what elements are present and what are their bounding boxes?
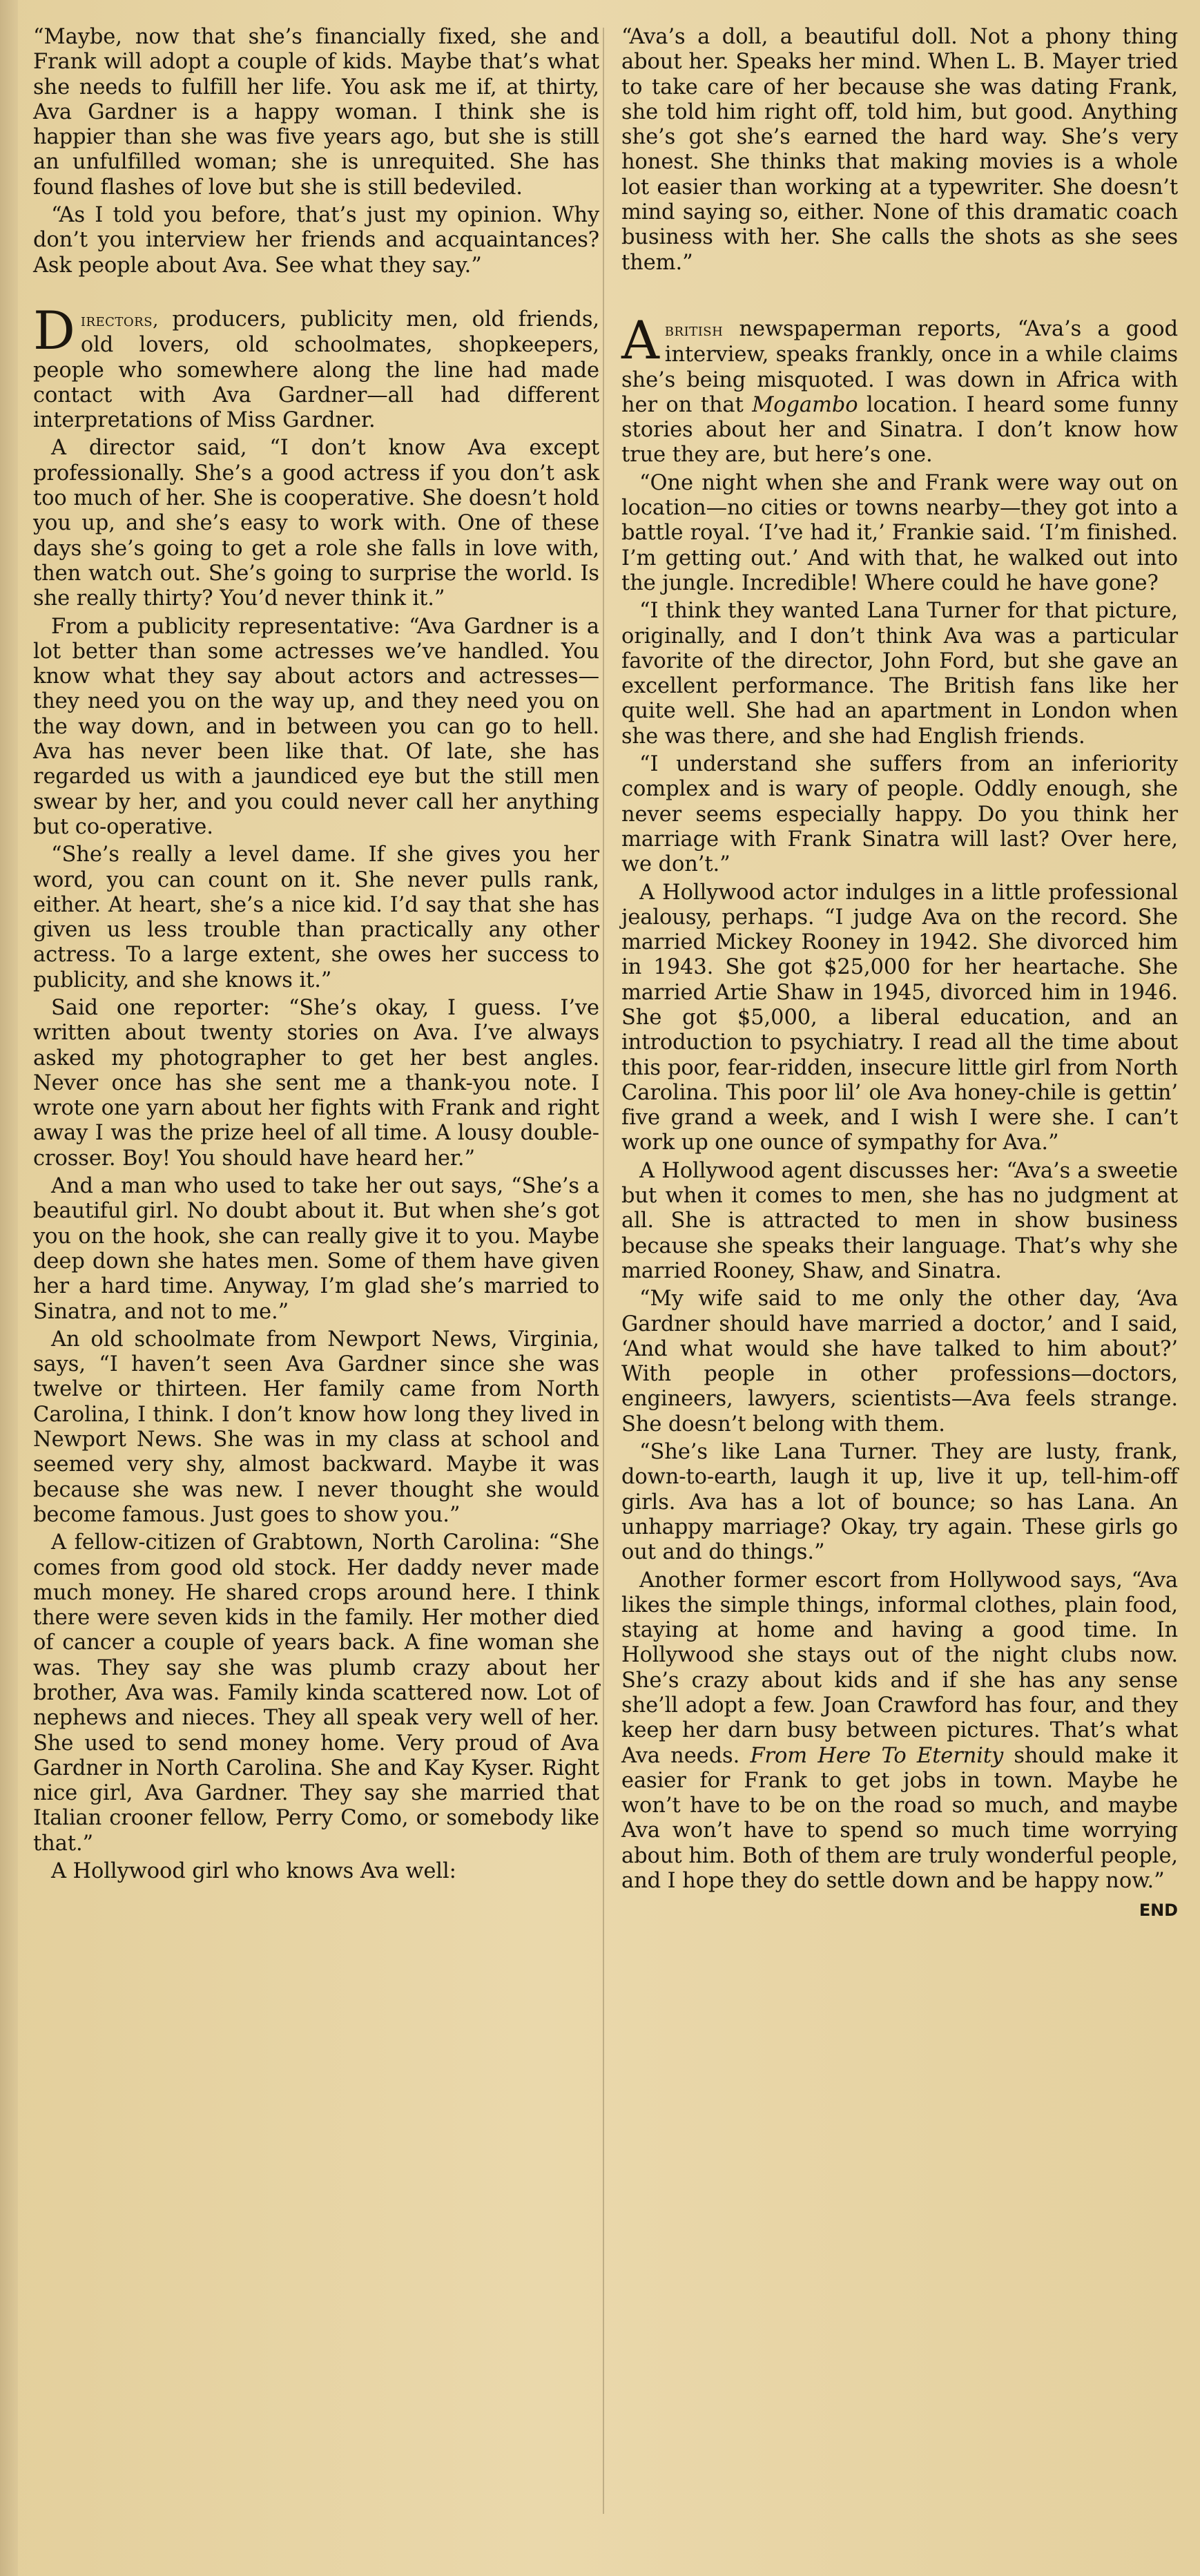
- paragraph: “I think they wanted Lana Turner for that picture, originally, and I don’t think Ava was a particular favorite of the director, John Ford, but she gave an excellent performance. The British fans like her quite well. She had an apartment in London when she was there, and she had English friends.: [621, 599, 1178, 749]
- paragraph-text: Another former escort from Hollywood says, “Ava likes the simple things, informal clothes, plain food, staying at home and having a good time. In Hollywood she stays out of the night clubs now. She’s crazy about kids and if she has any sense she’ll adopt a few. Joan Crawford has four, and they keep her darn busy between pictures. That’s what Ava needs.: [621, 1568, 1178, 1768]
- column-divider: [603, 28, 604, 2514]
- paragraph: “One night when she and Frank were way out on location—no cities or towns nearby—they got into a battle royal. ‘I’ve had it,’ Frankie said. ‘I’m finished. I’m getting out.’ And with that, he walked out into the jungle. Incredible! Where could he have gone?: [621, 470, 1178, 595]
- left-column: [33, 25, 599, 1887]
- lead-text: location. I heard some funny stories about her and Sinatra. I don’t know how true they are, but here’s one.: [621, 392, 1178, 468]
- paragraph-text: should make it easier for Frank to get jobs in town. Maybe he won’t have to be on the road so much, and maybe Ava won’t have to spend so much time worrying about him. Both of them are truly wonderful people, and I hope they do settle down and be happy now.”: [621, 1743, 1178, 1894]
- paragraph: “As I told you before, that’s just my opinion. Why don’t you interview her friends and acquaintances? Ask people about Ava. See what they say.”: [33, 203, 599, 278]
- paragraph: A Hollywood agent discusses her: “Ava’s a sweetie but when it comes to men, she has no judgment at all. She is attracted to men in show business because she speaks their language. That’s why she married Rooney, Shaw, and Sinatra.: [621, 1158, 1178, 1283]
- paragraph: A Hollywood girl who knows Ava well:: [51, 1859, 456, 1884]
- small-caps-lead: british: [664, 319, 724, 340]
- paragraph: “She’s like Lana Turner. They are lusty, frank, down-to-earth, laugh it up, live it up, tell-him-off girls. Ava has a lot of bounce; so has Lana. An unhappy marriage? Okay, try again. These girls go out and do things.”: [621, 1440, 1178, 1565]
- lead-text: newspaperman reports, “Ava’s a good interview, speaks frankly, once in a while claims she’s being misquoted. I was down in Africa with her on that: [621, 316, 1178, 417]
- right-column: [621, 25, 1178, 1923]
- italic-title: From Here To Eternity: [750, 1743, 1004, 1768]
- paragraph: From a publicity representative: “Ava Gardner is a lot better than some actresses we’ve handled. You know what they say about actors and actresses—they need you on the way up, and they need you on the way down, and in between you can go to hell. Ava has never been like that. Of late, she has regarded us with a jaundiced eye but the still men swear by her, and you could never call her anything but co-operative.: [33, 614, 599, 839]
- paragraph: A director said, “I don’t know Ava except professionally. She’s a good actress if you don’t ask too much of her. She is cooperative. She doesn’t hold you up, and she’s easy to work with. One of these days she’s going to get a role she falls in love with, then watch out. She’s going to surprise the world. Is she really thirty? You’d never think it.”: [33, 436, 599, 611]
- page-binding-edge: [0, 0, 18, 2576]
- drop-cap: D: [33, 299, 75, 361]
- section-lead-paragraph: [621, 309, 1178, 468]
- drop-cap: A: [621, 309, 659, 371]
- paragraph: A Hollywood actor indulges in a little professional jealousy, perhaps. “I judge Ava on the record. She married Mickey Rooney in 1942. She divorced him in 1943. She got $25,000 for her heartache. She married Artie Shaw in 1945, divorced him in 1946. She got $5,000, a liberal education, and an introduction to psychiatry. I read all the time about this poor, fear-ridden, insecure little girl from North Carolina. This poor lil’ ole Ava honey-chile is gettin’ five grand a week, and I wish I were she. I can’t work up one ounce of sympathy for Ava.”: [621, 880, 1178, 1155]
- paragraph: A fellow-citizen of Grabtown, North Carolina: “She comes from good old stock. Her daddy never made much money. He shared crops around here. I think there were seven kids in the family. Her mother died of cancer a couple of years back. A fine woman she was. They say she was plumb crazy about her brother, Ava was. Family kinda scattered now. Lot of nephews and nieces. They all speak very well of her. She used to send money home. Very proud of Ava Gardner in North Carolina. She and Kay Kyser. Right nice girl, Ava Gardner. They say she married that Italian crooner fellow, Perry Como, or somebody like that.”: [33, 1530, 599, 1856]
- paragraph: [621, 1568, 1178, 1921]
- paragraph: “I understand she suffers from an inferiority complex and is wary of people. Oddly enough, she never seems especially happy. Do you think her marriage with Frank Sinatra will last? Over here, we don’t.”: [621, 752, 1178, 877]
- paragraph: An old schoolmate from Newport News, Virginia, says, “I haven’t seen Ava Gardner since she was twelve or thirteen. Her family came from North Carolina, I think. I don’t know how long they lived in Newport News. She was in my class at school and seemed very shy, almost backward. Maybe it was because she was new. I never thought she would become famous. Just goes to show you.”: [33, 1327, 599, 1527]
- paragraph: “Maybe, now that she’s financially fixed, she and Frank will adopt a couple of kids. Maybe that’s what she needs to fulfill her life. You ask me if, at thirty, Ava Gardner is a happy woman. I think she is happier than she was five years ago, but she is still an unfulfilled woman; she is unrequited. She has found flashes of love but she is still bedeviled.: [33, 25, 599, 200]
- section-lead-paragraph: [33, 299, 599, 433]
- paragraph: “My wife said to me only the other day, ‘Ava Gardner should have married a doctor,’ and I said, ‘And what would she have talked to him about?’ With people in other professions—doctors, engineers, lawyers, scientists—Ava feels strange. She doesn’t belong with them.: [621, 1287, 1178, 1436]
- paragraph: Said one reporter: “She’s okay, I guess. I’ve written about twenty stories on Ava. I’ve always asked my photographer to get her best angles. Never once has she sent me a thank-you note. I wrote one yarn about her fights with Frank and right away I was the prize heel of all time. A lousy double-crosser. Boy! You should have heard her.”: [33, 995, 599, 1171]
- paragraph: And a man who used to take her out says, “She’s a beautiful girl. No doubt about it. But when she’s got you on the hook, she can really give it to you. Maybe deep down she hates men. Some of them have given her a hard time. Anyway, I’m glad she’s married to Sinatra, and not to me.”: [33, 1174, 599, 1324]
- paragraph: “She’s really a level dame. If she gives you her word, you can count on it. She never pulls rank, either. At heart, she’s a nice kid. I’d say that she has given us less trouble than practically any other actress. To a large extent, she owes her success to publicity, and she knows it.”: [33, 843, 599, 992]
- paragraph: “Ava’s a doll, a beautiful doll. Not a phony thing about her. Speaks her mind. When L. B. Mayer tried to take care of her because she was dating Frank, she told him right off, told him, but good. Anything she’s got she’s earned the hard way. She’s very honest. She thinks that making movies is a whole lot easier than working at a typewriter. She doesn’t mind saying so, either. None of this dramatic coach business with her. She calls the shots as she sees them.”: [621, 25, 1178, 275]
- lead-text: producers, publicity men, old friends, old lovers, old schoolmates, shopkeepers, people who somewhere along the line had made contact with Ava Gardner—all had different interpretations of Miss Gardner.: [33, 307, 599, 433]
- italic-title: Mogambo: [752, 392, 858, 417]
- small-caps-lead: irectors,: [80, 309, 159, 331]
- end-mark: END: [1139, 1901, 1178, 1921]
